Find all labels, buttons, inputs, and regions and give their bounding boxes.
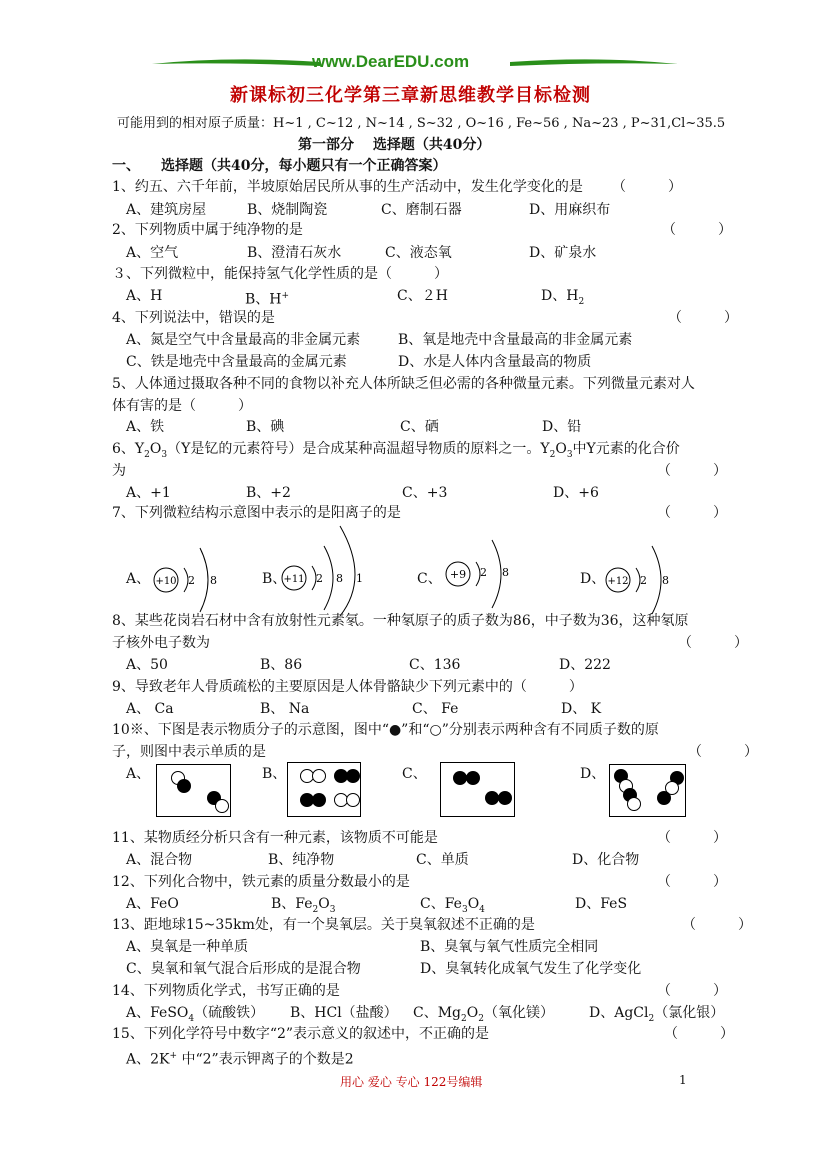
shell-1-electrons: 2 <box>480 566 487 579</box>
page-number: 1 <box>679 1073 687 1087</box>
q11-option-a: A、混合物 <box>126 852 193 868</box>
q14-option-d: D、AgCl$_2$（氯化银） <box>589 1005 725 1024</box>
white-atom <box>346 793 360 807</box>
black-atom <box>466 771 480 785</box>
q13-option-b: B、臭氧与氧气性质完全相同 <box>420 939 599 955</box>
q15-option-a: A、2K+ 中“2”表示钾离子的个数是2 <box>126 1051 354 1068</box>
electron-shell-2 <box>652 546 661 614</box>
q6-option-b: B、+2 <box>246 485 291 501</box>
q7-diagram-d <box>600 540 680 615</box>
q12-stem: 12、下列化合物中，铁元素的质量分数最小的是 <box>112 874 410 890</box>
electron-shell-2 <box>492 540 501 608</box>
q6-stem-line1: 6、$Y_2O_3(Y$是钇的元素符号）是合成某种高温超导物质的原料之一。$Y_2O_3$中Y元素的化合价 <box>112 441 680 460</box>
q14-option-c: C、$Mg_2O_2$（氧化镁） <box>413 1005 554 1024</box>
section-title: 一、 选择题（共40分，每小题只有一个正确答案） <box>112 158 447 174</box>
q7-option-a: A、 <box>126 571 151 587</box>
electron-shell-2 <box>324 546 333 610</box>
black-atom <box>346 769 360 783</box>
q2-option-a: A、空气 <box>126 245 179 261</box>
q4-answer-blank: （ ） <box>668 310 738 326</box>
q1-answer-blank: （ ） <box>612 179 682 195</box>
shell-2-electrons: 8 <box>210 574 217 587</box>
q10-molecule-box-c <box>440 762 515 817</box>
black-atom <box>453 771 467 785</box>
q8-option-a: A、50 <box>126 657 168 673</box>
white-atom <box>627 797 641 811</box>
q4-stem: 4、下列说法中，错误的是 <box>112 310 275 326</box>
q15-answer-blank: （ ） <box>664 1026 734 1042</box>
q1-stem: 1、约五、六千年前，半坡原始居民所从事的生产活动中，发生化学变化的是 <box>112 179 583 195</box>
q8-stem-line2: 子核外电子数为 <box>112 635 210 651</box>
q1-option-d: D、用麻织布 <box>529 202 611 218</box>
shell-1-electrons: 2 <box>188 574 195 587</box>
q13-answer-blank: （ ） <box>682 917 752 933</box>
shell-2-electrons: 8 <box>662 574 669 587</box>
q7-option-c: C、 <box>417 571 442 587</box>
q3-option-b: B、H+ <box>245 291 290 308</box>
nucleus-charge: +11 <box>283 574 305 585</box>
q10-option-d: D、 <box>580 766 606 782</box>
q9-stem: 9、导致老年人骨质疏松的主要原因是人体骨骼缺少下列元素中的（ ） <box>112 679 583 695</box>
q1-option-c: C、磨制石器 <box>381 202 462 218</box>
q8-option-d: D、222 <box>559 657 611 673</box>
black-atom <box>485 791 499 805</box>
q3-option-a: A、H <box>126 288 163 304</box>
q14-option-a: A、FeSO$_4$（硫酸铁） <box>126 1005 265 1024</box>
q6-option-c: C、+3 <box>402 485 448 501</box>
q10-molecule-box-a <box>156 764 231 817</box>
q2-stem: 2、下列物质中属于纯净物的是 <box>112 222 303 238</box>
q5-stem-line1: 5、人体通过摄取各种不同的食物以补充人体所缺乏但必需的各种微量元素。下列微量元素对人 <box>112 376 695 392</box>
q12-answer-blank: （ ） <box>657 874 727 890</box>
q11-option-c: C、单质 <box>416 852 469 868</box>
q3-option-d: D、$H_2$ <box>541 288 585 307</box>
q7-diagram-a <box>148 540 228 615</box>
q12-option-c: C、$Fe_3O_4$ <box>420 896 485 915</box>
page-title: 新课标初三化学第三章新思维教学目标检测 <box>230 85 591 106</box>
q10-answer-blank: （ ） <box>688 744 758 760</box>
nucleus-charge: +9 <box>449 568 467 581</box>
q13-option-c: C、臭氧和氧气混合后形成的是混合物 <box>126 961 361 977</box>
shell-1-electrons: 2 <box>316 572 323 585</box>
q10-option-b: B、 <box>262 766 287 782</box>
q5-option-d: D、铅 <box>542 419 582 435</box>
q6-answer-blank: （ ） <box>657 463 727 479</box>
q8-answer-blank: （ ） <box>678 635 748 651</box>
q7-answer-blank: （ ） <box>657 505 727 521</box>
q11-stem: 11、某物质经分析只含有一种元素，该物质不可能是 <box>112 830 438 846</box>
q4-option-c: C、铁是地壳中含量最高的金属元素 <box>126 354 347 370</box>
q1-option-b: B、烧制陶瓷 <box>247 202 328 218</box>
q14-answer-blank: （ ） <box>657 983 727 999</box>
q12-option-a: A、FeO <box>126 896 179 912</box>
q10-option-a: A、 <box>126 766 151 782</box>
black-atom <box>498 791 512 805</box>
q4-option-a: A、氮是空气中含量最高的非金属元素 <box>126 332 361 348</box>
q9-option-b: B、 Na <box>260 701 310 717</box>
black-atom <box>312 793 326 807</box>
q5-option-b: B、碘 <box>246 419 285 435</box>
footer-note: 用心 爱心 专心 122号编辑 <box>340 1075 483 1089</box>
q13-option-d: D、臭氧转化成氧气发生了化学变化 <box>420 961 642 977</box>
q9-option-a: A、 Ca <box>126 701 174 717</box>
q5-option-a: A、铁 <box>126 419 165 435</box>
q7-stem: 7、下列微粒结构示意图中表示的是阳离子的是 <box>112 505 401 521</box>
q1-option-a: A、建筑房屋 <box>126 202 207 218</box>
shell-2-electrons: 8 <box>502 566 509 579</box>
q5-option-c: C、硒 <box>400 419 439 435</box>
q6-option-a: A、+1 <box>126 485 171 501</box>
q10-molecule-box-b <box>287 762 361 817</box>
q2-option-c: C、液态氧 <box>385 245 452 261</box>
q11-option-d: D、化合物 <box>572 852 640 868</box>
q7-diagram-b <box>278 522 378 617</box>
q9-option-c: C、 Fe <box>412 701 459 717</box>
q7-diagram-c <box>440 530 530 610</box>
q12-option-b: B、$Fe_2O_3$ <box>271 896 336 915</box>
nucleus-charge: +10 <box>155 576 177 587</box>
atomic-mass-note: 可能用到的相对原子质量：H~1 , C~12 , N~14 , S~32 , O~16 , Fe~56 , Na~23 , P~31,Cl~35.5 <box>117 116 726 131</box>
q2-option-d: D、矿泉水 <box>529 245 597 261</box>
q6-option-d: D、+6 <box>553 485 599 501</box>
q10-molecule-box-d <box>609 764 686 817</box>
shell-2-electrons: 8 <box>336 572 343 585</box>
white-atom <box>215 799 229 813</box>
q14-option-b: B、HCl（盐酸） <box>290 1005 398 1021</box>
q4-option-b: B、氧是地壳中含量最高的非金属元素 <box>398 332 633 348</box>
q3-stem: ３、下列微粒中，能保持氢气化学性质的是（ ） <box>112 266 448 282</box>
q10-option-c: C、 <box>402 766 427 782</box>
q8-stem-line1: 8、某些花岗岩石材中含有放射性元素氡。一种氡原子的质子数为86，中子数为36，这种氡原 <box>112 613 689 629</box>
electron-shell-2 <box>200 548 208 612</box>
electron-shell-3 <box>340 526 355 616</box>
white-atom <box>312 769 326 783</box>
q7-option-d: D、 <box>580 571 606 587</box>
black-atom <box>657 791 671 805</box>
q12-option-d: D、FeS <box>575 896 628 912</box>
shell-1-electrons: 2 <box>640 574 647 587</box>
shell-3-electrons: 1 <box>356 572 363 585</box>
q4-option-d: D、水是人体内含量最高的物质 <box>398 354 592 370</box>
site-banner: www.DearEDU.com <box>312 52 470 71</box>
q9-option-d: D、 K <box>561 701 602 717</box>
part-title: 第一部分 选择题（共40分） <box>298 137 491 153</box>
q5-stem-line2: 体有害的是（ ） <box>112 398 252 414</box>
q8-option-c: C、136 <box>409 657 461 673</box>
nucleus-charge: +12 <box>607 576 629 587</box>
q3-option-c: C、２H <box>397 288 448 304</box>
q15-stem: 15、下列化学符号中数字“2”表示意义的叙述中，不正确的是 <box>112 1026 490 1042</box>
q13-option-a: A、臭氧是一种单质 <box>126 939 249 955</box>
q6-stem-line2: 为 <box>112 463 126 479</box>
black-atom <box>177 779 191 793</box>
q8-option-b: B、86 <box>260 657 303 673</box>
q11-answer-blank: （ ） <box>657 830 727 846</box>
q2-option-b: B、澄清石灰水 <box>247 245 342 261</box>
q10-stem-line1: 10※、下图是表示物质分子的示意图，图中“●”和“○”分别表示两种含有不同质子数的原 <box>112 722 659 738</box>
q14-stem: 14、下列物质化学式，书写正确的是 <box>112 983 340 999</box>
q2-answer-blank: （ ） <box>662 222 732 238</box>
q13-stem: 13、距地球15~35km处，有一个臭氧层。关于臭氧叙述不正确的是 <box>112 917 535 933</box>
q11-option-b: B、纯净物 <box>268 852 335 868</box>
q7-option-b: B、 <box>262 571 287 587</box>
q10-stem-line2: 子，则图中表示单质的是 <box>112 744 266 760</box>
